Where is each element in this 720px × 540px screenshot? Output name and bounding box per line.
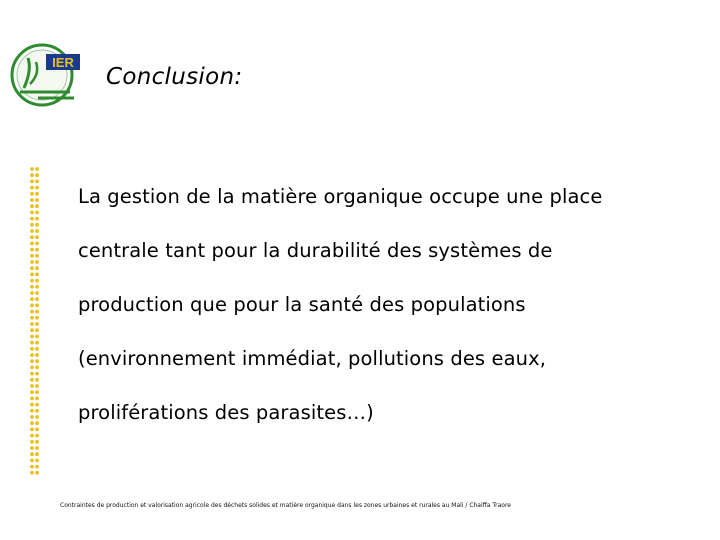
rule-dot (35, 440, 39, 444)
slide-title: Conclusion: (106, 64, 243, 90)
rule-dot (35, 328, 39, 332)
rule-dot (30, 316, 34, 320)
rule-dot (35, 266, 39, 270)
rule-dot (30, 452, 34, 456)
rule-dot (35, 366, 39, 370)
rule-dot (30, 353, 34, 357)
rule-dot (35, 223, 39, 227)
rule-dot (30, 366, 34, 370)
rule-dot (30, 347, 34, 351)
rule-dot (35, 211, 39, 215)
rule-dot (35, 465, 39, 469)
rule-dot (35, 415, 39, 419)
rule-dot (35, 428, 39, 432)
rule-dot (30, 242, 34, 246)
conclusion-paragraph (78, 170, 688, 440)
rule-dot (35, 409, 39, 413)
rule-dot (30, 235, 34, 239)
rule-dot (35, 359, 39, 363)
rule-dot (35, 372, 39, 376)
rule-dot (35, 186, 39, 190)
rule-dot (30, 459, 34, 463)
rule-dot (35, 285, 39, 289)
rule-dot (30, 223, 34, 227)
rule-dot (30, 211, 34, 215)
rule-dot (30, 415, 34, 419)
rule-dot (35, 459, 39, 463)
rule-dot (30, 446, 34, 450)
rule-dot (30, 186, 34, 190)
rule-dot (30, 266, 34, 270)
rule-dot (30, 465, 34, 469)
rule-dot (30, 285, 34, 289)
rule-dot (35, 347, 39, 351)
rule-dot (30, 335, 34, 339)
paragraph-line: production que pour la santé des populations (78, 293, 526, 316)
ier-logo-icon (8, 40, 86, 108)
rule-dot (35, 384, 39, 388)
rule-dot (35, 167, 39, 171)
rule-dot (35, 248, 39, 252)
rule-dot (30, 403, 34, 407)
svg-text:IER: IER (52, 55, 74, 70)
rule-dot (35, 217, 39, 221)
rule-dot (30, 273, 34, 277)
rule-dot (35, 291, 39, 295)
rule-dot (35, 173, 39, 177)
rule-dot (30, 378, 34, 382)
dotted-rule-decoration (29, 166, 41, 476)
rule-dot (35, 397, 39, 401)
rule-dot (30, 180, 34, 184)
rule-dot (30, 204, 34, 208)
rule-dot (35, 279, 39, 283)
rule-dot (35, 434, 39, 438)
paragraph-line: proliférations des parasites…) (78, 401, 374, 424)
rule-dot (35, 242, 39, 246)
rule-dot (30, 192, 34, 196)
rule-dot (30, 372, 34, 376)
rule-dot (30, 384, 34, 388)
rule-dot (30, 279, 34, 283)
rule-dot (35, 310, 39, 314)
rule-dot (30, 248, 34, 252)
rule-dot (30, 409, 34, 413)
rule-dot (35, 204, 39, 208)
rule-dot (30, 322, 34, 326)
paragraph-line: centrale tant pour la durabilité des systèmes de (78, 239, 553, 262)
paragraph-line: (environnement immédiat, pollutions des eaux, (78, 347, 547, 370)
rule-dot (35, 341, 39, 345)
rule-dot (30, 390, 34, 394)
rule-dot (30, 198, 34, 202)
rule-dot (35, 273, 39, 277)
rule-dot (30, 428, 34, 432)
rule-dot (30, 328, 34, 332)
rule-dot (30, 471, 34, 475)
rule-dot (30, 291, 34, 295)
rule-dot (35, 403, 39, 407)
rule-dot (30, 254, 34, 258)
rule-dot (30, 297, 34, 301)
rule-dot (35, 421, 39, 425)
rule-dot (35, 471, 39, 475)
rule-dot (35, 260, 39, 264)
rule-dot (35, 235, 39, 239)
rule-dot (30, 440, 34, 444)
rule-dot (35, 192, 39, 196)
rule-dot (30, 341, 34, 345)
rule-dot (30, 260, 34, 264)
rule-dot (30, 397, 34, 401)
rule-dot (35, 353, 39, 357)
rule-dot (35, 304, 39, 308)
rule-dot (35, 297, 39, 301)
rule-dot (35, 390, 39, 394)
rule-dot (30, 434, 34, 438)
rule-dot (35, 378, 39, 382)
paragraph-line: La gestion de la matière organique occupe une place (78, 185, 603, 208)
rule-dot (35, 446, 39, 450)
rule-dot (30, 173, 34, 177)
rule-dot (30, 421, 34, 425)
rule-dot (35, 322, 39, 326)
rule-dot (35, 180, 39, 184)
rule-dot (35, 229, 39, 233)
rule-dot (30, 167, 34, 171)
rule-dot (35, 254, 39, 258)
rule-dot (30, 229, 34, 233)
rule-dot (30, 310, 34, 314)
rule-dot (35, 316, 39, 320)
rule-dot (30, 359, 34, 363)
rule-dot (30, 217, 34, 221)
rule-dot (30, 304, 34, 308)
rule-dot (35, 452, 39, 456)
rule-dot (35, 198, 39, 202)
rule-dot (35, 335, 39, 339)
slide-footer: Contraintes de production et valorisation agricole des déchets solides et matière organique dans les zones urbaines et rurales au Mali / Chaiffa Traore (60, 502, 511, 509)
